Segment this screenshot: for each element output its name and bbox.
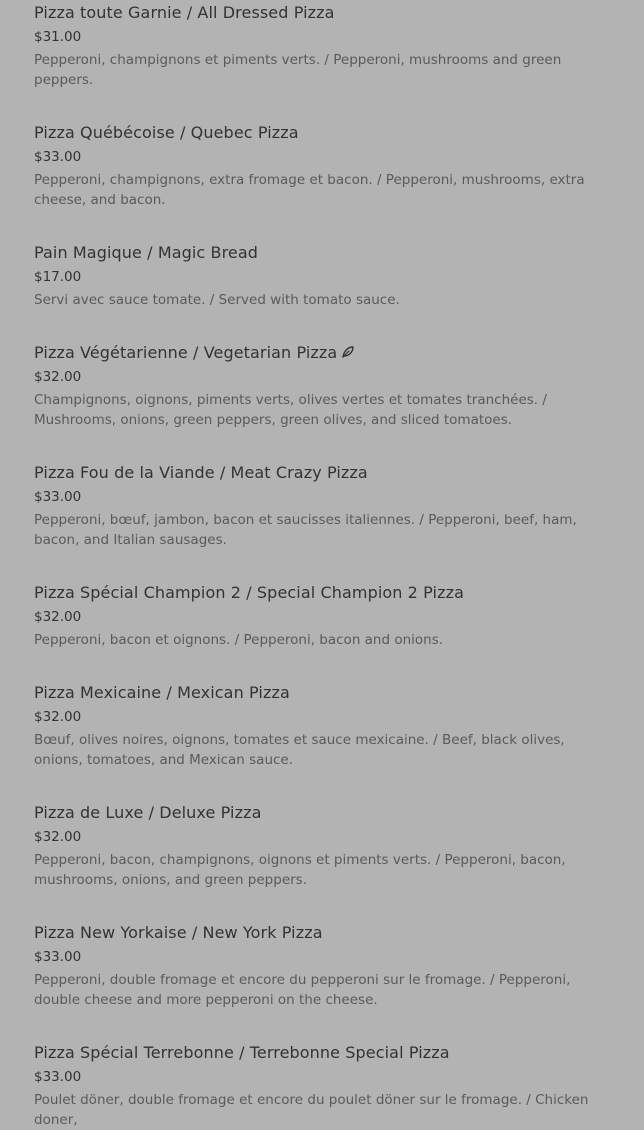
item-description: Pepperoni, bœuf, jambon, bacon et saucisses italiennes. / Pepperoni, beef, ham, bacon, and Italian sausages. (34, 512, 577, 548)
item-description: Pepperoni, bacon et oignons. / Pepperoni, bacon and onions. (34, 632, 444, 648)
leaf-icon (341, 343, 355, 357)
item-price: $33.00 (34, 949, 82, 965)
menu-item[interactable] (34, 920, 616, 1010)
item-title: Pizza Fou de la Viande / Meat Crazy Pizza (34, 463, 368, 482)
item-price: $32.00 (34, 609, 82, 625)
item-title: Pizza Spécial Terrebonne / Terrebonne Special Pizza (34, 1043, 450, 1062)
item-description: Pepperoni, champignons et piments verts. / Pepperoni, mushrooms and green peppers. (34, 52, 562, 88)
item-title: Pizza Mexicaine / Mexican Pizza (34, 683, 290, 702)
menu-item[interactable] (34, 580, 616, 650)
item-title: Pizza New Yorkaise / New York Pizza (34, 923, 323, 942)
menu-item[interactable] (34, 1040, 616, 1130)
item-description: Pepperoni, bacon, champignons, oignons et piments verts. / Pepperoni, bacon, mushrooms, onions, and green peppers. (34, 852, 566, 888)
menu-item[interactable] (34, 460, 616, 550)
menu-item[interactable] (34, 340, 616, 430)
menu-item[interactable] (34, 800, 616, 890)
menu-item[interactable] (34, 120, 616, 210)
item-title: Pizza Spécial Champion 2 / Special Champion 2 Pizza (34, 583, 464, 602)
item-title-row (34, 340, 616, 364)
item-price: $33.00 (34, 1069, 82, 1085)
item-price: $33.00 (34, 489, 82, 505)
item-title: Pizza toute Garnie / All Dressed Pizza (34, 3, 335, 22)
item-title: Pizza Québécoise / Quebec Pizza (34, 123, 299, 142)
item-description: Pepperoni, double fromage et encore du pepperoni sur le fromage. / Pepperoni, double cheese and more pepperoni on the cheese. (34, 972, 571, 1008)
item-price: $17.00 (34, 269, 82, 285)
item-price: $31.00 (34, 29, 82, 45)
item-description: Bœuf, olives noires, oignons, tomates et sauce mexicaine. / Beef, black olives, onions, tomatoes, and Mexican sauce. (34, 732, 565, 768)
item-price: $32.00 (34, 369, 82, 385)
menu-item[interactable] (34, 0, 616, 90)
item-description: Pepperoni, champignons, extra fromage et bacon. / Pepperoni, mushrooms, extra cheese, and bacon. (34, 172, 585, 208)
item-title: Pizza Végétarienne / Vegetarian Pizza (34, 343, 338, 362)
item-title: Pizza de Luxe / Deluxe Pizza (34, 803, 262, 822)
menu-item[interactable] (34, 240, 616, 310)
item-description: Servi avec sauce tomate. / Served with tomato sauce. (34, 292, 400, 308)
menu-item[interactable] (34, 680, 616, 770)
item-price: $32.00 (34, 709, 82, 725)
item-description: Champignons, oignons, piments verts, olives vertes et tomates tranchées. / Mushrooms, onions, green peppers, green olives, and sliced tomatoes. (34, 392, 547, 428)
item-price: $32.00 (34, 829, 82, 845)
item-price: $33.00 (34, 149, 82, 165)
item-description: Poulet döner, double fromage et encore du poulet döner sur le fromage. / Chicken doner, (34, 1092, 589, 1128)
item-title: Pain Magique / Magic Bread (34, 243, 259, 262)
